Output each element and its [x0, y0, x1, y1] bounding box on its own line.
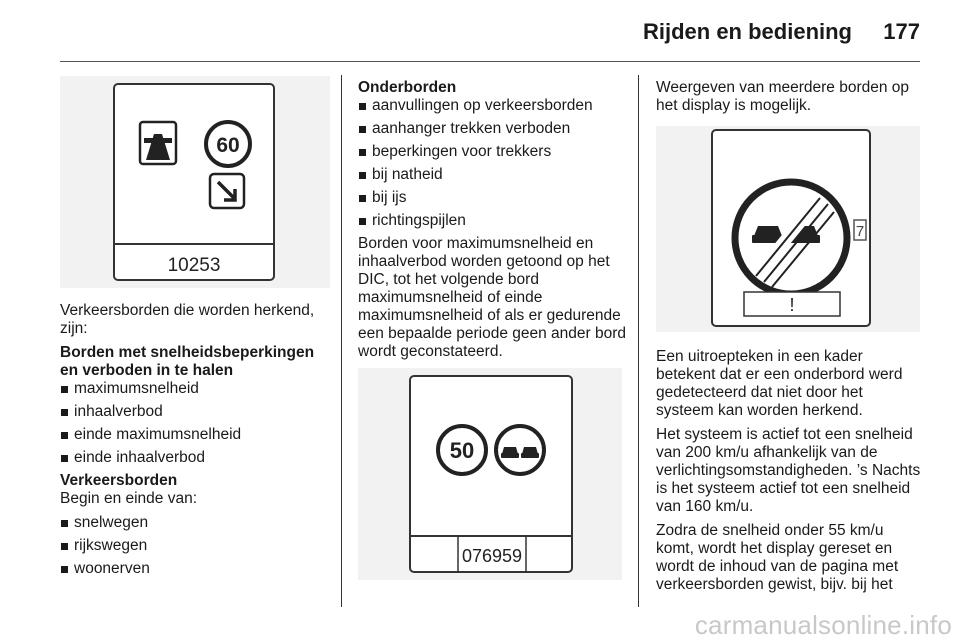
chapter-title: Rijden en bediening	[642, 19, 852, 44]
page-header	[0, 0, 960, 60]
column-2-text	[358, 79, 630, 367]
list-item: snelwegen	[60, 514, 332, 532]
list-item: einde inhaalverbod	[60, 449, 332, 467]
list-item: einde maximumsnelheid	[60, 426, 332, 444]
speed-limit-list	[60, 380, 332, 467]
list-item: inhaalverbod	[60, 403, 332, 421]
column-3-text	[656, 348, 924, 600]
header-divider	[60, 61, 920, 62]
exclamation-paragraph: Een uitroepteken in een kader betekent dat er een onderbord werd gedetecteerd dat niet door het systeem kan worden herkend.	[656, 348, 903, 419]
no-overtaking-icon	[496, 426, 544, 474]
speed-limit-50-icon	[438, 426, 486, 474]
list-item: bij ijs	[358, 189, 630, 207]
list-item: bij natheid	[358, 166, 630, 184]
list-item: beperkingen voor trekkers	[358, 143, 630, 161]
traffic-sign-list	[60, 514, 332, 578]
list-item: aanvullingen op verkeersborden	[358, 97, 630, 115]
end-overtaking-sign-illustration	[656, 126, 920, 332]
watermark: carmanualsonline.info	[694, 610, 952, 640]
figure-no-overtaking-display	[358, 368, 622, 580]
activation-paragraph: Het systeem is actief tot een snelheid van 200 km/u afhankelijk van de verlichtingsomstandigheden. ’s Nachts is het systeem actief tot een snelheid van 160 km/u.	[656, 426, 921, 515]
list-item: richtingspijlen	[358, 212, 630, 230]
column-divider-1	[341, 75, 342, 607]
display-paragraph: Borden voor maximumsnelheid en inhaalverbod worden getoond op het DIC, tot het volgende bord maximumsnelheid of einde maximumsnelheid of als er gedurende een bepaalde periode geen ander bord wordt geconstateerd.	[358, 235, 627, 360]
exclamation-mark-icon: !	[789, 295, 795, 315]
section-subtext: Begin en einde van:	[60, 490, 198, 507]
figure-code: 076959	[461, 546, 523, 566]
column-divider-2	[638, 75, 639, 607]
list-item: maximumsnelheid	[60, 380, 332, 398]
section-heading-supplementary-signs: Onderborden	[358, 79, 457, 96]
intro-text: Verkeersborden die worden herkend, zijn:	[60, 302, 315, 337]
svg-text:50: 50	[449, 438, 475, 463]
list-item: woonerven	[60, 560, 332, 578]
speed-overtaking-sign-illustration	[358, 368, 622, 580]
figure-code: 10253	[167, 255, 221, 276]
section-heading-speed-limits: Borden met snelheidsbeperkingen en verboden in te halen	[60, 344, 315, 379]
supplementary-sign-list	[358, 97, 630, 230]
intro-text: Weergeven van meerdere borden op het display is mogelijk.	[656, 79, 910, 114]
list-item: aanhanger trekken verboden	[358, 120, 630, 138]
end-of-no-overtaking-icon	[735, 182, 847, 294]
speed-reading: 7	[855, 223, 865, 240]
svg-text:60: 60	[216, 134, 240, 157]
motorway-icon	[140, 122, 176, 164]
page-number: 177	[883, 19, 920, 44]
motorway-sign-illustration	[60, 76, 330, 288]
direction-arrow-icon	[210, 174, 244, 208]
figure-end-no-overtaking-display	[656, 126, 920, 332]
figure-motorway-display	[60, 76, 330, 288]
column-1-text	[60, 302, 332, 583]
column-3-intro	[656, 79, 924, 121]
list-item: rijkswegen	[60, 537, 332, 555]
reset-paragraph: Zodra de snelheid onder 55 km/u komt, wordt het display gereset en wordt de inhoud van de pagina met verkeersborden gewist, bijv. bij het	[656, 522, 899, 593]
speed-limit-60-icon	[206, 122, 250, 166]
section-heading-traffic-signs: Verkeersborden	[60, 472, 178, 489]
